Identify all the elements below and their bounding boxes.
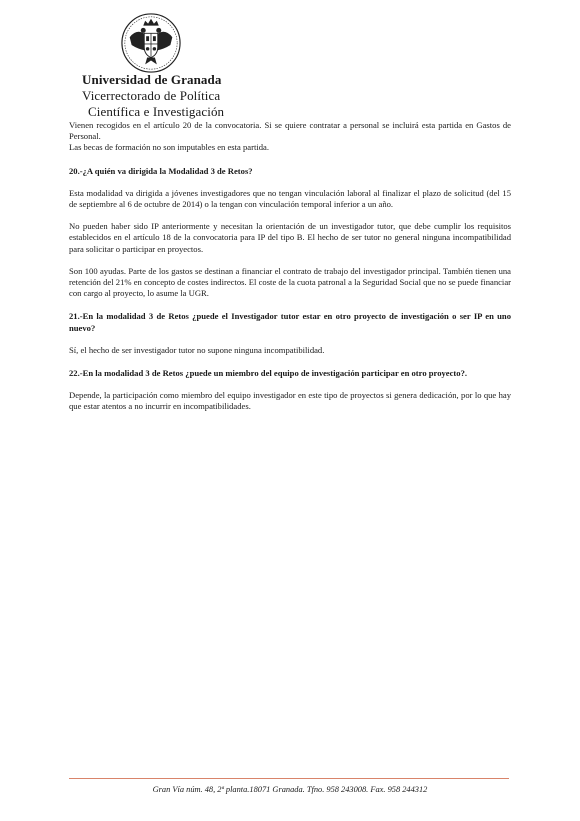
department-line-1: Vicerrectorado de Política [82, 88, 221, 103]
institution-name: Universidad de Granada [82, 72, 222, 87]
answer-20-paragraph-3: Son 100 ayudas. Parte de los gastos se destinan a financiar el contrato de trabajo del investigador principal. También tienen una retención del 21% en concepto de costes indirectos. El coste de la cuota patronal a la Seguridad Social que no se puede financiar con cargo al proyecto, lo asume la UGR. [69, 265, 511, 299]
answer-21: Sí, el hecho de ser investigador tutor no supone ninguna incompatibilidad. [69, 344, 325, 355]
intro-note: Las becas de formación no son imputables en esta partida. [69, 142, 269, 153]
answer-20-paragraph-1: Esta modalidad va dirigida a jóvenes investigadores que no tengan vinculación laboral al finalizar el plazo de solicitud (del 15 de septiembre al 6 de octubre de 2014) o la tengan con vinculación temporal inferior a un año. [69, 187, 511, 210]
question-20: 20.-¿A quién va dirigida la Modalidad 3 de Retos? [69, 165, 253, 176]
intro-paragraph: Vienen recogidos en el artículo 20 de la convocatoria. Si se quiere contratar a personal se incluirá esta partida en Gastos de Personal. [69, 120, 511, 142]
department-line-2: Científica e Investigación [88, 104, 225, 119]
footer-divider [69, 778, 509, 779]
answer-22: Depende, la participación como miembro del equipo investigador en este tipo de proyectos si genera dedicación, por lo que hay que estar atentos a no incurrir en incompatibilidades. [69, 390, 511, 412]
question-22: 22.-En la modalidad 3 de Retos ¿puede un miembro del equipo de investigación participar en otro proyecto?. [69, 368, 468, 379]
letterhead [0, 0, 580, 118]
document-body [69, 120, 511, 413]
question-21: 21.-En la modalidad 3 de Retos ¿puede el Investigador tutor estar en otro proyecto de investigación o ser IP en uno nuevo? [69, 311, 511, 333]
answer-20-paragraph-2: No pueden haber sido IP anteriormente y necesitan la orientación de un investigador tutor, que debe cumplir los requisitos establecidos en el artículo 18 de la convocatoria para IP del tipo B. El hecho de ser tutor no general ninguna incompatibilidad para solicitar o participar en proyectos. [69, 221, 511, 254]
footer-address: Gran Vía núm. 48, 2ª planta.18071 Granada. Tfno. 958 243008. Fax. 958 244312 [152, 785, 428, 794]
university-coat-of-arms-icon [120, 12, 182, 74]
